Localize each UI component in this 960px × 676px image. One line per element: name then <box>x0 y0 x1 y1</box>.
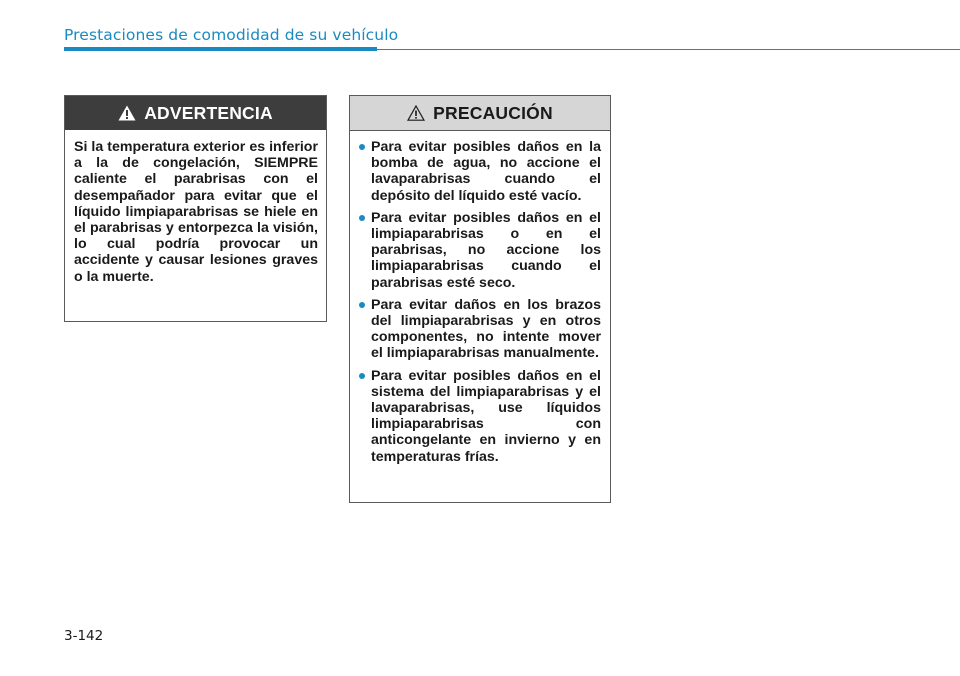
warning-text: Si la temperatura exterior es inferior a la de congelación, SIEMPRE caliente el parabrisas con el desempañador para evitar que el líquido limpiaparabrisas se hiele en el parabrisas y entorpezca la visión, lo cual podría provocar un accidente y causar lesiones graves o la muerte. <box>74 139 318 285</box>
caution-item <box>359 297 601 362</box>
bullet-dot-icon <box>359 373 365 379</box>
caution-box <box>349 95 611 503</box>
caution-list <box>350 131 610 465</box>
warning-box <box>64 95 327 322</box>
caution-item-text: Para evitar daños en los brazos del limpiaparabrisas y en otros componentes, no intente mover el limpiaparabrisas manualmente. <box>371 296 601 362</box>
bullet-dot-icon <box>359 302 365 308</box>
header-rule-thin <box>377 49 960 50</box>
bullet-dot-icon <box>359 144 365 150</box>
caution-item-text: Para evitar posibles daños en el limpiaparabrisas o en el parabrisas, no accione los limpiaparabrisas cuando el parabrisas esté seco. <box>371 209 601 291</box>
caution-item <box>359 368 601 465</box>
caution-item <box>359 210 601 291</box>
caution-item-text: Para evitar posibles daños en la bomba de agua, no accione el lavaparabrisas cuando el depósito del líquido esté vacío. <box>371 139 601 204</box>
caution-triangle-icon <box>407 105 425 121</box>
bullet-dot-icon <box>359 215 365 221</box>
warning-header <box>65 96 326 130</box>
caution-header <box>350 96 610 131</box>
caution-item-text: Para evitar posibles daños en el sistema del limpiaparabrisas y el lavaparabrisas, use líquidos limpiaparabrisas con anticongelante en invierno y en temperaturas frías. <box>371 367 601 465</box>
section-title: Prestaciones de comodidad de su vehículo <box>64 26 399 44</box>
caution-title: PRECAUCIÓN <box>433 102 553 123</box>
caution-item <box>359 139 601 204</box>
warning-title: ADVERTENCIA <box>144 102 273 123</box>
warning-triangle-icon <box>118 105 136 121</box>
page-number: 3-142 <box>64 628 104 644</box>
header-rule-thick <box>64 47 377 51</box>
